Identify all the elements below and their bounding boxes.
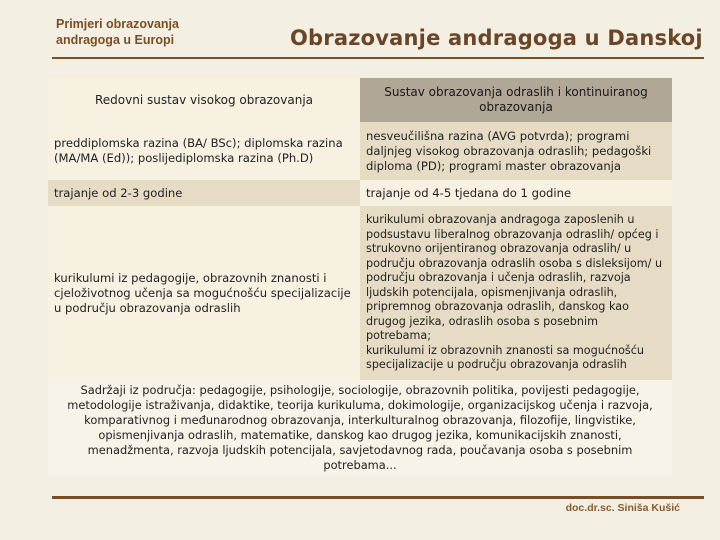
table-row	[48, 122, 672, 180]
corner-title-line1: Primjeri obrazovanja	[56, 17, 179, 31]
header-cell-left: Redovni sustav visokog obrazovanja	[48, 78, 360, 122]
page-title: Obrazovanje andragoga u Danskoj	[290, 26, 703, 50]
author-credit: doc.dr.sc. Siniša Kušić	[565, 502, 680, 514]
corner-title-line2: andragoga u Europi	[56, 33, 175, 47]
curriculum-right-part1: kurikulumi obrazovanja andragoga zaposlenih u podsustavu liberalnog obrazovanja odraslih/ općeg i strukovno orijentiranog obrazovanja odraslih/ u području obrazovanja odraslih osoba s disleksijom/ u području obrazovanja i učenja odraslih, razvoja ljudskih potencijala, opismenjivanja odraslih, pripremnog obrazovanja odraslih, danskog kao drugog jezika, odraslih osoba s posebnim potrebama;	[366, 213, 663, 343]
table-row	[48, 180, 672, 206]
comparison-table	[48, 78, 672, 476]
table-row	[48, 206, 672, 380]
summary-cell: Sadržaji iz područja: pedagogije, psihologije, sociologije, obrazovnih politika, povijesti pedagogije, metodologije istraživanja, didaktike, teorija kurikuluma, dokimologije, organizacijskog učenja i razvoja, komparativnog i međunarodnog obrazovanja, interkulturalnog obrazovanja, filozofije, lingvistike, opismenjivanja odraslih, matematike, danskog kao drugog jezika, komunikacijskih znanosti, menadžmenta, razvoja ljudskih potencijala, savjetodavnog rada, poučavanja osoba s posebnim potrebama...	[48, 380, 672, 476]
table-header-row	[48, 78, 672, 122]
corner-title	[56, 16, 179, 48]
cell-levels-right: nesveučilišna razina (AVG potvrda); programi daljnjeg visokog obrazovanja odraslih; pedagoški diploma (PD); programi master obrazovanja	[360, 122, 672, 180]
cell-curriculum-right	[360, 206, 672, 380]
summary-row	[48, 380, 672, 476]
cell-levels-left: preddiplomska razina (BA/ BSc); diplomska razina (MA/MA (Ed)); poslijediplomska razina (Ph.D)	[48, 122, 360, 180]
cell-duration-right: trajanje od 4-5 tjedana do 1 godine	[360, 180, 672, 206]
header-cell-right: Sustav obrazovanja odraslih i kontinuiranog obrazovanja	[360, 78, 672, 122]
curriculum-right-part2: kurikulumi iz obrazovnih znanosti sa mogućnošću specijalizacije u području obrazovanja odraslih	[366, 343, 645, 372]
title-divider	[52, 57, 704, 59]
cell-duration-left: trajanje od 2-3 godine	[48, 180, 360, 206]
cell-curriculum-left: kurikulumi iz pedagogije, obrazovnih znanosti i cjeloživotnog učenja sa mogućnošću specijalizacije u području obrazovanja odraslih	[48, 206, 360, 380]
footer-divider	[52, 496, 704, 499]
